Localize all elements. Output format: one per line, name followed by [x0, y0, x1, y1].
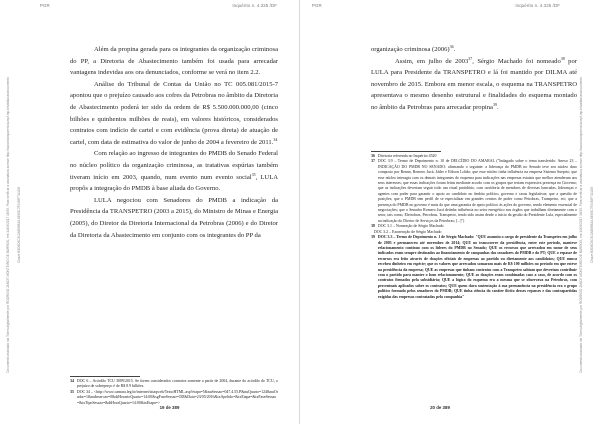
header-left: PGR — [312, 3, 322, 8]
footnote: 34 DOC 6 – Acórdão TCU 3089/2015. Se forem considerados contratos somente a partir de 2004, durante do acórdão do TCU, o prejuízo de sobrepreço é de R$ 8.9 bilhões. — [70, 379, 278, 389]
body-text — [70, 44, 278, 241]
footnotes — [70, 379, 278, 405]
paragraph: organização criminosa $(2006)^{36}$. — [371, 43, 456, 53]
header-right: Inquérito n. 4.325 /DF — [515, 3, 560, 8]
paragraph: Com relação ao ingresso de integrantes do PMDB do Senado Federal no núcleo político da organização criminosa, as tratativas espúrias também tiveram início em 2003, quando, num evento num evento social$^{35}$, LULA propôs a integração do PMDB à base aliada do Governo. — [70, 150, 278, 193]
footnote: 35 DOC 34 – <http://www.camara.leg.br/internet/sitaqweb/TextoHTML.asp?etapa=5&nuSessao=047.4.55.P&nuQuarto=124&nuOrador=1&nuInsercao=0&dtHorarioQuarto=14:00&sgFaseSessao=OD&Data=23/05/2016&txApelido=&txEtapa=&txFaseSessao=&txTipoSessao=&dtHoraQuarto=14:00&txEtapa=> — [70, 389, 278, 405]
footnotes — [371, 154, 577, 386]
header-left: PGR — [40, 3, 50, 8]
page-header — [40, 3, 277, 8]
footnote-ref[interactable]: 35 — [251, 171, 256, 177]
body-text — [371, 44, 577, 114]
page-header — [312, 3, 560, 8]
page-number: 19 de 389 — [159, 405, 180, 410]
paragraph: LULA negociou com Senadores do PMDB a indicação da Presidência da TRANSPETRO (2003 a 2015), do Ministro de Minas e Energia (2005), do Diretor da Diretoria Internacional da Petrobras (2006) e do Diretor da Diretoria da Abastecimento em conjunto com os integrantes do PP da — [70, 196, 278, 239]
paragraph: Análise do Tribunal de Contas da União no TC 005.081/2015-7 apontou que o prejuízo causado aos cofres da Petrobras no âmbito da Diretoria de Abastecimento poderá ter sido da ordem de R$ 5.500.000.000,00 (cinco bilhões e quinhentos milhões de reais), em valores históricos, considerados contratos com indício de cartel e com evidência (prova direta) de atuação de cartel, com data de estimativa do valor de junho de 2004 a fevereiro de 2011.34 — [70, 80, 278, 146]
footnote-ref[interactable]: 37 — [468, 55, 473, 61]
paragraph: Assim, em julho de 2003$^{37}$, Sérgio Machado foi nomeado$^{38}$ por LULA para Presidente da TRANSPETRO e lá foi mantido por DILMA até novembro de 2015. Embora em menor escala, o esquema na TRANSPETRO apresentava o mesmo desenho estrutural e finalidades do esquema montado no âmbito da Petrobras para arrecadar propina$^{39}$. — [371, 55, 577, 111]
footnote-ref[interactable]: 36 — [449, 43, 454, 49]
footnote-divider — [70, 376, 140, 377]
side-signature-note: Documento assinado via Token digitalmente por RODRIGO JANOT MONTEIRO DE BARROS, em 14/09/2017 18:55. Para verificar a assinatura acesse http://www.transparencia.mpf.mp.br/validacaodocumento — [579, 77, 583, 373]
side-key-note: Chave B3D6D5CB.2A6E8B2A.6E63C7E9.B5F7A1D8 — [17, 187, 21, 263]
footnote-ref[interactable]: 34 — [273, 136, 278, 142]
footnote: DOC 3.2 – Exoneração de Sérgio Machado — [374, 229, 442, 234]
footnote-ref[interactable]: 39 — [492, 101, 497, 107]
footnote: 39 DOC 3.3 – Termo de Depoimento n. 1 de Sérgio Machado: "QUE assumiu o cargo de presidente da Transpetro em julho de 2003 e permaneceu até novembro de 2014; QUE no transcorrer da presidência, entre este período, manteve relacionamento contínuo com os líderes do PMDB no Senado; QUE os recursos que arrecadou em nome de seus indicados eram sempre destinados ao financiamento de campanhas dos senadores do PMDB e do PT; QUE o repasse de recursos era feito através de doações oficiais de empresas ao partido ou diretamente aos candidatos; QUE nunca recebeu dinheiro em espécie; que os valores que arrecadou somaram mais de R$ 100 milhões no período em que esteve na presidência da empresa; QUE as empresas que tinham contratos com a Transpetro sabiam que deveriam contribuir com o partido para manter o bom relacionamento; QUE as doações eram combinadas caso a caso, de acordo com os contratos firmados pela subsidiária; QUE a lógica do esquema era a mesma que se observava na Petrobras, com percentuais aplicados sobre os contratos; QUE quem dava sustentação à sua permanência na presidência era o grupo político formado pelos senadores do PMDB; QUE tinha ciência do caráter ilícito desses repasses e das contrapartidas exigidas das empresas contratadas pela companhia" — [371, 235, 577, 299]
footnote: 37 DOC 3.9 – Termo de Depoimento n. 10 de DELCÍDIO DO AMARAL ("Indagado sobre o tema transferido: Anexo 23 – INDICAÇÃO DO PMDB NO SENADO: afirmando o seguinte: a liderança do PMDB no Senado teve seu núcleo duro composto por Renan, Romero Jucá, Jáder e Edison Lobão; que esse núcleo tinha influência na empresa Sistema Sueprio; que esse núcleo interagia com os demais integrantes do esquema para indicações nas empresas estatais que melhor atenderam aos seus interesses; que essas indicações foram feitas mediante acordo com os grupos que teriam expressiva presença no Governo; que as indicações deveriam seguir todo um ritual partidário, com ouvidoria de membros de diversas bancadas, lideranças e agentes com poder para garantir o apoio ao candidato no âmbito político, governo e casas legislativas; que a questão de posições; que o PMDB tem perfil de se especializar em grandes centros de poder como Petrobras, Transpetro, etc; que a presença do PMDB no governo é mais do que uma garantia de apoio político às ações do governo, sendo elemento essencial de negociações; que o Senador Romero Jucá detinha influência no setor energético nos órgãos que trabalham diretamente com o setor, tais como, Eletrobras, Petrobras, Transpetro, tendo sido assim desde o início da gestão do Presidente Lula, especialmente na indicação do Diretor de Serviços da Petrobras; [...]") — [371, 159, 577, 223]
right-page — [300, 0, 600, 424]
side-key-note: Chave B3D6D5CB.2A6E8B2A.6E63C7E9.B5F7A1D8 — [590, 187, 594, 263]
footnote: 38 DOC 3.1 – Nomeação de Sérgio Machado — [371, 224, 444, 229]
header-right: Inquérito n. 4.325 /DF — [232, 3, 277, 8]
footnote-divider — [371, 151, 441, 152]
paragraph: Além da propina gerada para os integrantes da organização criminosa do PP, a Diretoria de Abastecimento também foi usada para arrecadar vantagens indevidas aos ora denunciados, conforme se verá no item 2.2. — [70, 46, 278, 77]
page-number: 20 de 389 — [430, 405, 450, 410]
footnote-ref[interactable]: 38 — [560, 55, 565, 61]
footnote: 36 Diretoria referenda no Inquérito 4520 — [371, 154, 437, 158]
side-signature-note: Documento assinado via Token digitalmente por RODRIGO JANOT MONTEIRO DE BARROS, em 14/09/2017 18:55. Para verificar a assinatura acesse http://www.transparencia.mpf.mp.br/validacaodocumento — [6, 77, 10, 373]
